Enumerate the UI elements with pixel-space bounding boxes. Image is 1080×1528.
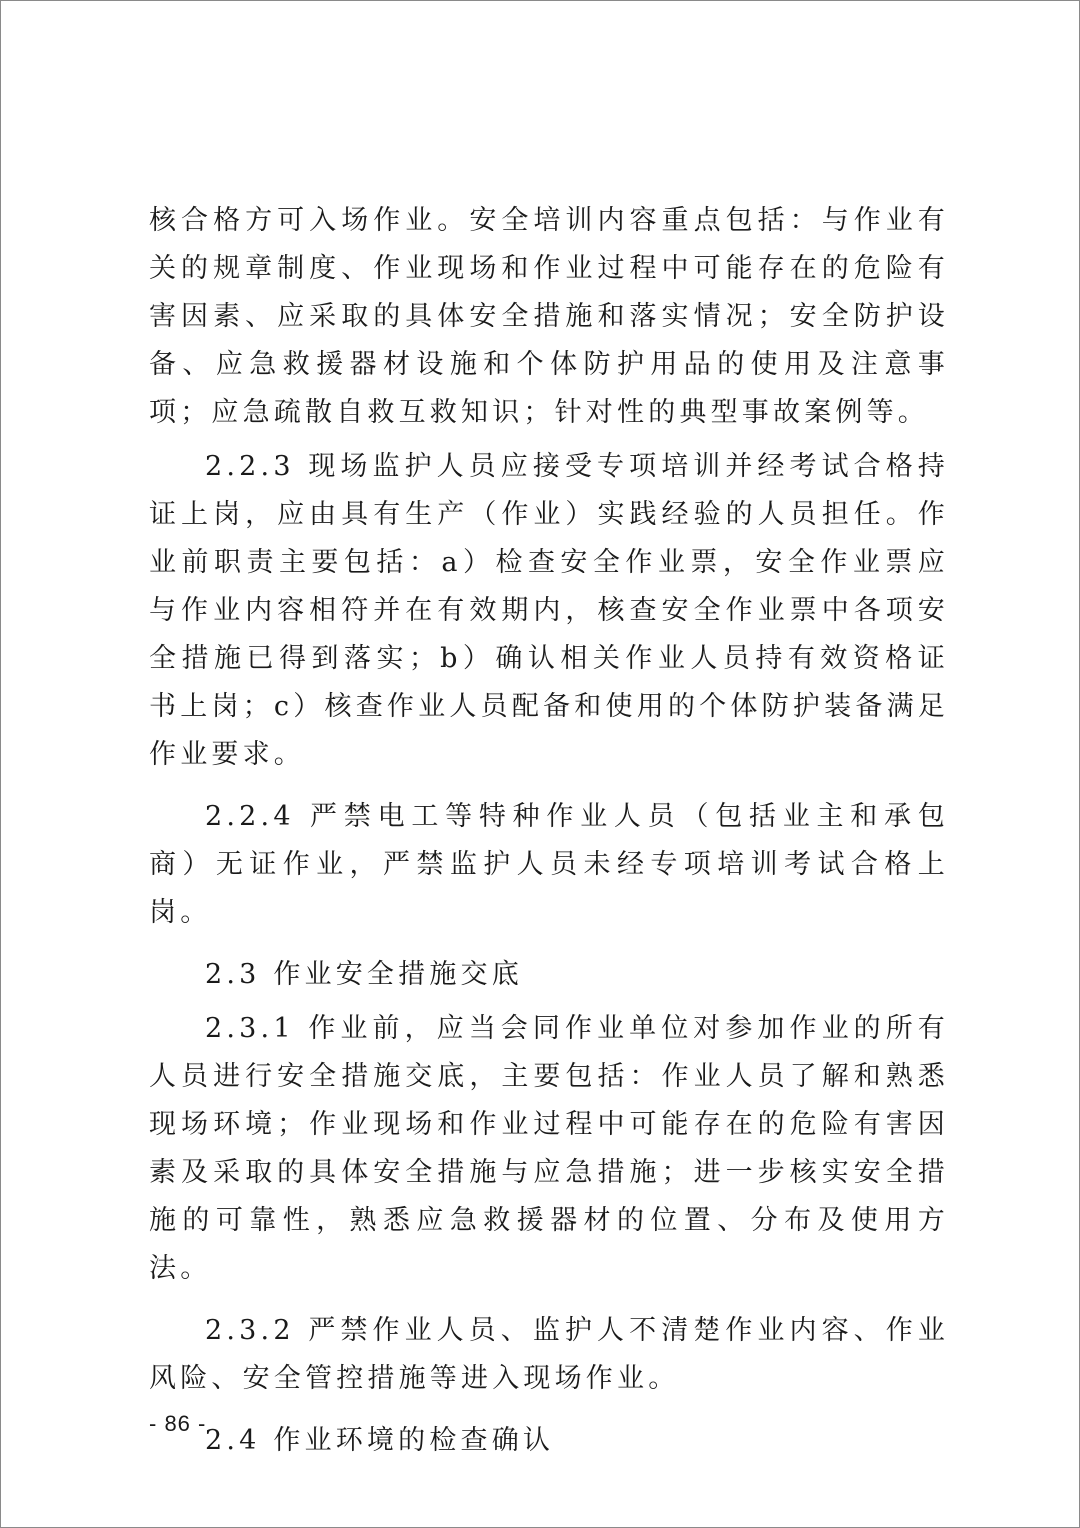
paragraph-2-2-4: 2.2.4 严禁电工等特种作业人员（包括业主和承包商）无证作业，严禁监护人员未经专项培训考试合格上岗。 [149, 801, 949, 928]
paragraph-training-content: 核合格方可入场作业。安全培训内容重点包括：与作业有关的规章制度、作业现场和作业过程中可能存在的危险有害因素、应采取的具体安全措施和落实情况；安全防护设备、应急救援器材设施和个体防护用品的使用及注意事项；应急疏散自救互救知识；针对性的典型事故案例等。 [149, 205, 949, 428]
section-heading-2-4: 2.4 作业环境的检查确认 [205, 1425, 555, 1456]
paragraph-2-3-1: 2.3.1 作业前，应当会同作业单位对参加作业的所有人员进行安全措施交底，主要包括：作业人员了解和熟悉现场环境；作业现场和作业过程中可能存在的危险有害因素及采取的具体安全措施与应急措施；进一步核实安全措施的可靠性，熟悉应急救援器材的位置、分布及使用方法。 [149, 1013, 949, 1284]
paragraph-2-3-2: 2.3.2 严禁作业人员、监护人不清楚作业内容、作业风险、安全管控措施等进入现场作业。 [149, 1315, 949, 1394]
section-heading-2-3: 2.3 作业安全措施交底 [205, 959, 523, 990]
page-number: - 86 - [149, 1411, 207, 1436]
document-body [149, 197, 949, 1465]
paragraph-2-2-3: 2.2.3 现场监护人员应接受专项培训并经考试合格持证上岗，应由具有生产（作业）实践经验的人员担任。作业前职责主要包括：a）检查安全作业票，安全作业票应与作业内容相符并在有效期内，核查安全作业票中各项安全措施已得到落实；b）确认相关作业人员持有效资格证书上岗；c）核查作业人员配备和使用的个体防护装备满足作业要求。 [149, 451, 949, 770]
